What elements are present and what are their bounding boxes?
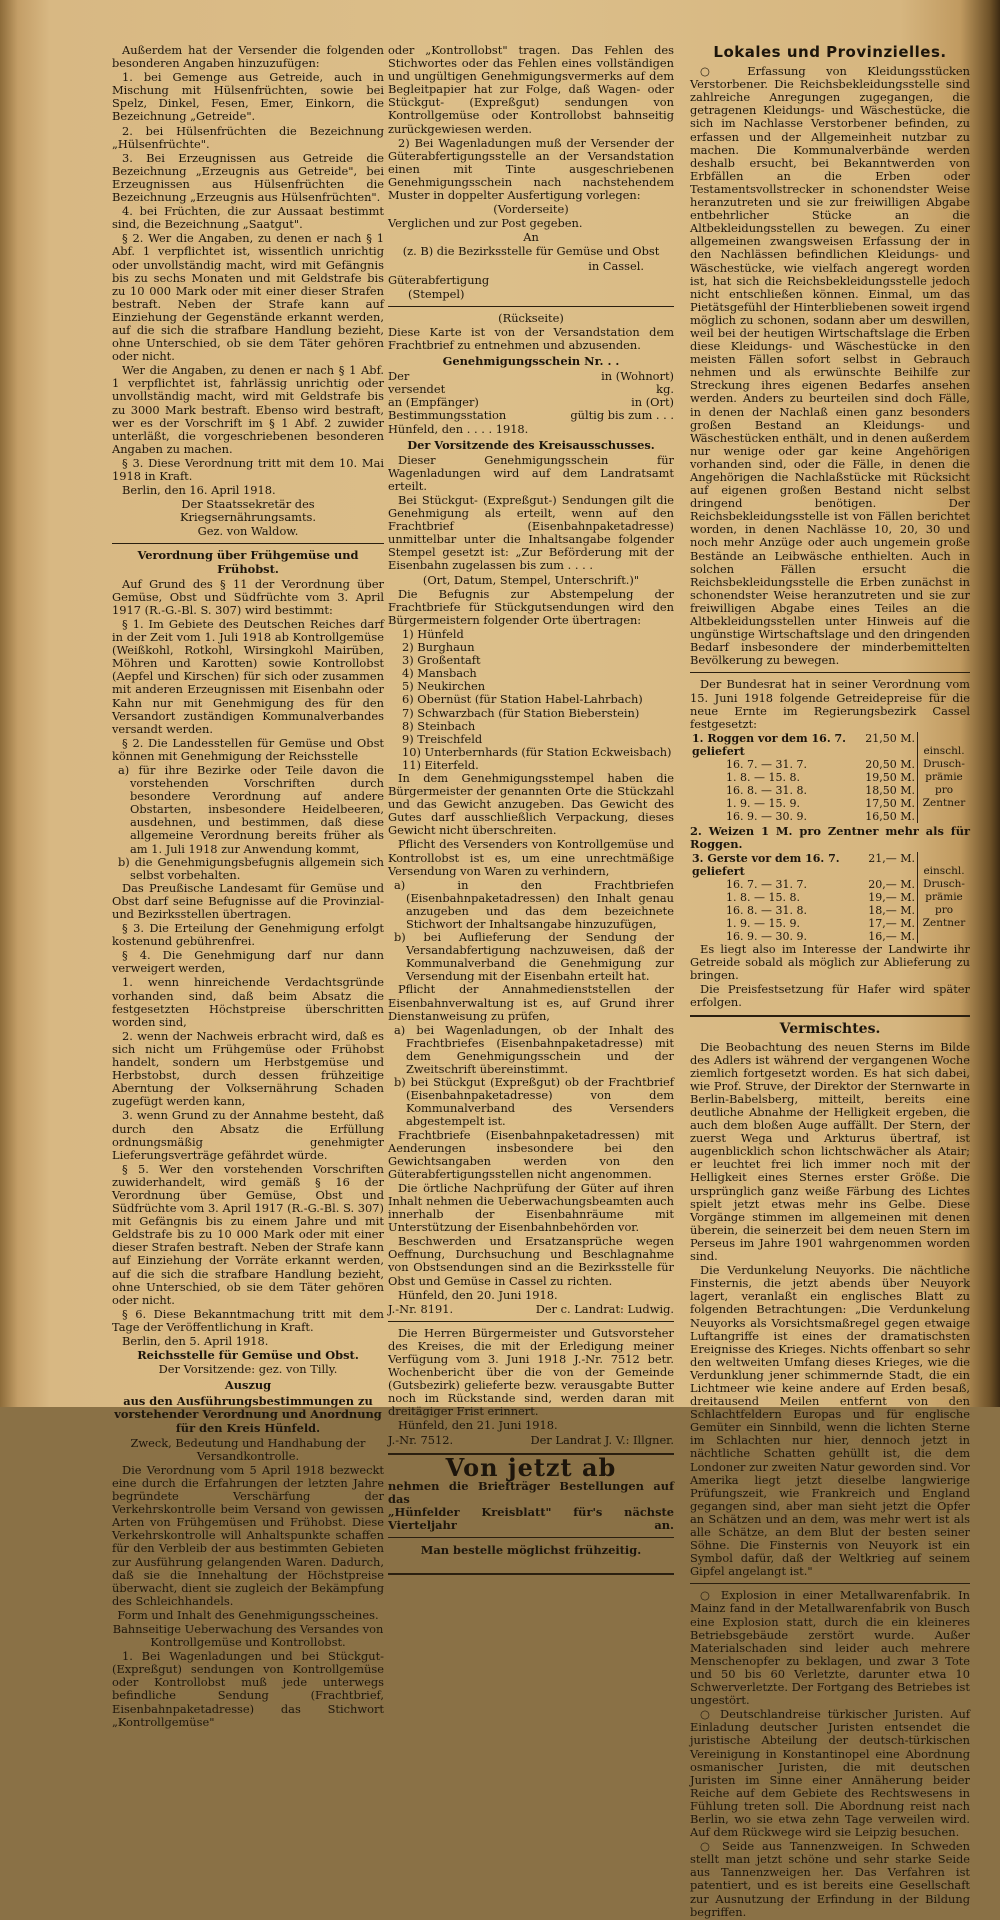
table-cell: 18,— M. xyxy=(868,903,915,917)
signature: Der Staatssekretär des Kriegsernährungsamts. xyxy=(179,497,316,525)
text-paragraph: In dem Genehmigungsstempel haben die Bürgermeister der genannten Orte die Stückzahl und das Gewicht anzugeben. Das Gewicht des Gutes darf ausschließlich Verpackung, dieses Gewicht nicht überschreiten. xyxy=(388,770,674,838)
divider xyxy=(388,1537,674,1538)
text-paragraph: § 5. Wer den vorstehenden Vorschriften zuwiderhandelt, wird gemäß § 16 der Verordnung über Gemüse, Obst und Südfrüchte vom 3. April 1917 (R.-G.-Bl. S. 307) mit Gefängnis bis zu einem Jahre und mit Geldstrafe bis zu 10 000 Mark oder mit einer dieser Strafen bestraft. Neben der Strafe kann auf Einziehung der Vorräte erkannt werden, auf die sich die strafbare Handlung bezieht, ohne Unterschied, ob sie dem Täter gehören oder nicht. xyxy=(112,1161,384,1307)
table-cell: 16. 8. — 31. 8. xyxy=(726,783,807,797)
text-paragraph: Pflicht des Versenders von Kontrollgemüse und Kontrollobst ist es, um eine unrechtmäßige Versendung von Waren zu verhindern, xyxy=(388,837,674,878)
list-item: 2. bei Hülsenfrüchten die Bezeichnung „Hülsenfrüchte". xyxy=(112,123,384,151)
list-item: 1) Hünfeld xyxy=(402,626,464,641)
list-item: a) für ihre Bezirke oder Teile davon die vorstehenden Vorschriften durch besondere Verordnung auf andere Obstarten, insbesondere Heidelbeeren, ausdehnen, und bestimmen, daß diese allgemeine Verordnung bereits früher als am 1. Juli 1918 zur Anwendung kommt, xyxy=(118,762,384,856)
divider xyxy=(388,1321,674,1322)
list-item: 1. wenn hinreichende Verdachtsgründe vorhanden sind, daß beim Absatz die festgesetzten Höchstpreise überschritten worden sind, xyxy=(112,975,384,1029)
list-item: 9) Treischfeld xyxy=(402,731,483,746)
list-item: b) die Genehmigungsbefugnis allgemein sich selbst vorbehalten. xyxy=(118,854,384,882)
table-cell: 1. 9. — 15. 9. xyxy=(726,796,800,810)
text-paragraph: Diese Karte ist von der Versandstation dem Frachtbrief zu entnehmen und abzusenden. xyxy=(388,324,674,352)
table-cell: 1. 8. — 15. 8. xyxy=(726,890,800,904)
section-subheading: aus den Ausführungsbestimmungen zu vorstehender Verordnung und Anordnung für den Kreis Hünfeld. xyxy=(114,1394,382,1435)
list-item: 10) Unterbernhards (für Station Eckweisbach) xyxy=(402,744,672,759)
list-item: 7) Schwarzbach (für Station Bieberstein) xyxy=(402,705,640,720)
notice-line: nehmen die Briefträger Bestellungen auf das xyxy=(388,1478,674,1506)
subscription-notice xyxy=(388,1453,674,1575)
column-right xyxy=(690,44,970,1920)
form-line: (z. B) die Bezirksstelle für Gemüse und Obst xyxy=(402,244,660,259)
table-cell: 20,50 M. xyxy=(865,757,915,771)
text-paragraph: § 1. Im Gebiete des Deutschen Reiches darf in der Zeit vom 1. Juli 1918 ab Kontrollgemüse (Weißkohl, Rotkohl, Wirsingkohl Mairüben, Möhren und Karotten) sowie Kontrollobst (Aepfel und Kirschen) für sich oder zusammen mit anderen Erzeugnissen mit Eisenbahn oder Kahn nur mit Genehmigung des für den Versandort zuständigen Kommunalverbandes versandt werden. xyxy=(112,616,384,736)
list-item: 8) Steinbach xyxy=(402,718,476,733)
signature: Der Vorsitzende: gez. von Tilly. xyxy=(158,1362,338,1377)
table-cell: 1. Roggen vor dem 16. 7. geliefert xyxy=(692,731,846,758)
divider xyxy=(690,1015,970,1017)
article-paragraph: ○ Deutschlandreise türkischer Juristen. Auf Einladung deutscher Juristen entsendet die juristische Abteilung der deutsch-türkischen Vereinigung in Konstantinopel eine Abordnung osmanischer Juristen, die mit deutschen Juristen im Sinne einer Annäherung beider Reiche auf dem Gebiete des Rechtswesens in Fühlung treten soll. Die Abordnung reist nach Berlin, wo sie etwa zehn Tage verweilen wird. Auf dem Rückwege wird sie Leipzig besuchen. xyxy=(690,1707,970,1840)
text-paragraph: Pflicht der Annahmedienststellen der Eisenbahnverwaltung ist es, auf Grund ihrer Dienstanweisung zu prüfen, xyxy=(388,982,674,1023)
table-row xyxy=(690,732,970,758)
table-cell: 17,— M. xyxy=(868,916,915,930)
table-cell: 19,50 M. xyxy=(865,770,915,784)
signature: Gez. von Waldow. xyxy=(197,524,299,539)
form-label: (Vorderseite) xyxy=(493,202,569,217)
divider xyxy=(112,543,384,544)
text-paragraph: Die Herren Bürgermeister und Gutsvorsteher des Kreises, die mit der Erledigung meiner Verfügung vom 3. Juni 1918 J.-Nr. 7512 betr. Wochenbericht über die von der Gemeinde (Gutsbezirk) gelieferte bezw. verausgabte Butter noch im Rückstande sind, werden daran mit dreitägiger Frist erinnert. xyxy=(388,1325,674,1419)
price-table-gerste xyxy=(690,852,970,943)
place-date: Berlin, den 16. April 1918. xyxy=(122,483,276,498)
text-paragraph: Frachtbriefe (Eisenbahnpaketadressen) mit Aenderungen insbesondere bei den Gewichtsangaben werden von den Güterabfertigungsstellen nicht angenommen. xyxy=(388,1127,674,1181)
list-item: 3. wenn Grund zu der Annahme besteht, daß durch den Absatz die Erfüllung ordnungsmäßig genehmigter Lieferungsverträge gefährdet würde. xyxy=(112,1108,384,1162)
form-label: (Rückseite) xyxy=(498,310,564,325)
table-cell: 17,50 M. xyxy=(865,796,915,810)
list-item: 1. bei Gemenge aus Getreide, auch in Mischung mit Hülsenfrüchten, sowie bei Spelz, Dinkel, Fesen, Emer, Einkorn, die Bezeichnung „Getreide". xyxy=(112,70,384,124)
section-heading: Auszug xyxy=(224,1378,272,1393)
place-date: Hünfeld, den 20. Juni 1918. xyxy=(398,1287,558,1302)
text-paragraph: Bei Stückgut- (Expreßgut-) Sendungen gilt die Genehmigung als erteilt, wenn auf den Frachtbrief (Eisenbahnpaketadresse) unmittelbar unter die Inhaltsangabe folgender Stempel gesetzt ist: „Zur Beförderung mit der Eisenbahn zugelassen bis zum . . . . xyxy=(388,493,674,573)
list-item: a) bei Wagenladungen, ob der Inhalt des Frachtbriefes (Eisenbahnpaketadresse) mit dem Genehmigungsschein und der Zweitschrift übereinstimmt. xyxy=(394,1022,674,1077)
form-line: in Cassel. xyxy=(588,258,644,273)
text-paragraph: § 6. Diese Bekanntmachung tritt mit dem Tage der Veröffentlichung in Kraft. xyxy=(112,1306,384,1334)
form-field-label: in (Wohnort) xyxy=(601,369,674,384)
notice-footer: Man bestelle möglichst frühzeitig. xyxy=(420,1543,642,1558)
text-paragraph: Die örtliche Nachprüfung der Güter auf ihren Inhalt nehmen die Ueberwachungsbeamten auch innerhalb der Eisenbahnräume mit Unterstützung der Eisenbahnbehörden vor. xyxy=(388,1180,674,1235)
table-row xyxy=(690,852,970,878)
form-field-label: in (Ort) xyxy=(631,395,674,410)
divider xyxy=(388,306,674,307)
form-signature: Der Vorsitzende des Kreisausschusses. xyxy=(407,437,655,452)
article-paragraph: ○ Seide aus Tannenzweigen. In Schweden stellt man jetzt schöne und sehr starke Seide aus Tannenzweigen her. Das Verfahren ist patentiert, und es ist bereits eine Gesellschaft zur Ausnutzung der Erfindung in der Bildung begriffen. xyxy=(690,1839,970,1919)
brace-note: einschl. Drusch-prämie pro Zentner xyxy=(918,852,971,943)
text-paragraph: oder „Kontrollobst" tragen. Das Fehlen des Stichwortes oder das Fehlen eines vollständigen und ungültigen Genehmigungsvermerks auf dem Begleitpapier hat zur Folge, daß Wagen- oder Stückgut- (Expreßgut) sendungen von Kontrollgemüse oder Kontrollobst bahnseitig zurückgewiesen werden. xyxy=(388,43,674,136)
form-field-label: versendet xyxy=(388,382,446,397)
text-paragraph: § 3. Diese Verordnung tritt mit dem 10. Mai 1918 in Kraft. xyxy=(112,455,384,483)
text-paragraph: Auf Grund des § 11 der Verordnung über Gemüse, Obst und Südfrüchte vom 3. April 1917 (R.-G.-Bl. S. 307) wird bestimmt: xyxy=(112,576,384,617)
notice-title: Von jetzt ab xyxy=(445,1452,617,1482)
table-cell: 20,— M. xyxy=(868,877,915,891)
table-cell: 16. 9. — 30. 9. xyxy=(726,929,807,943)
text-paragraph: Beschwerden und Ersatzansprüche wegen Oeffnung, Durchsuchung und Beschlagnahme von Obstsendungen sind an die Bezirksstelle für Obst und Gemüse in Cassel zu richten. xyxy=(388,1234,674,1288)
form-line: Verglichen und zur Post gegeben. xyxy=(388,216,583,231)
notice-line: „Hünfelder Kreisblatt" für's nächste Vierteljahr an. xyxy=(388,1504,674,1533)
list-item: 3. Bei Erzeugnissen aus Getreide die Bezeichnung „Erzeugnis aus Getreide", bei Erzeugnissen aus Hülsenfrüchten die Bezeichnung „Erzeugnis aus Hülsenfrüchten". xyxy=(112,150,384,205)
form-line: An xyxy=(523,230,539,245)
article-paragraph: ○ Explosion in einer Metallwarenfabrik. In Mainz fand in der Metallwarenfabrik von Busch eine Explosion statt, durch die ein kleineres Betriebsgebäude zerstört wurde. Außer Materialschaden sind leider auch mehrere Menschenopfer zu beklagen, und zwar 3 Tote und 50 bis 60 Verletzte, darunter etwa 10 Schwerverletzte. Der Fortgang des Betriebes ist ungestört. xyxy=(690,1588,970,1708)
text-paragraph: 2. Weizen 1 M. pro Zentner mehr als für Roggen. xyxy=(690,823,970,851)
table-cell: 16. 8. — 31. 8. xyxy=(726,903,807,917)
section-heading: Vermischtes. xyxy=(779,1021,881,1038)
table-cell: 1. 8. — 15. 8. xyxy=(726,770,800,784)
form-line: Güterabfertigung xyxy=(388,272,490,287)
signature: Der c. Landrat: Ludwig. xyxy=(535,1301,674,1316)
form-field-label: an (Empfänger) xyxy=(388,395,479,410)
form-line: (Stempel) xyxy=(408,286,465,301)
list-item: 2. wenn der Nachweis erbracht wird, daß es sich nicht um Frühgemüse oder Frühobst handelt, sondern um Herbstgemüse und Herbstobst, durch dessen frühzeitige Aberntung der Volksernährung Schaden zugefügt werden kann, xyxy=(112,1028,384,1109)
text-paragraph: § 2. Wer die Angaben, zu denen er nach § 1 Abf. 1 verpflichtet ist, wissentlich unrichtig oder unvollständig macht, wird mit Gefängnis bis zu sechs Monaten und mit Geldstrafe bis zu 10 000 Mark oder mit einer dieser Strafen bestraft. Neben der Strafe kann auf Einziehung der Gegenstände erkannt werden, auf die sich die strafbare Handlung bezieht, ohne Unterschied, ob sie dem Täter gehören oder nicht. xyxy=(112,231,384,364)
text-paragraph: Der Bundesrat hat in seiner Verordnung vom 15. Juni 1918 folgende Getreidepreise für die neue Ernte im Regierungsbezirk Cassel festgesetzt: xyxy=(690,677,970,731)
table-cell: 21,— M. xyxy=(868,851,915,865)
reference-number: J.-Nr. 8191. xyxy=(388,1301,454,1316)
brace-note: einschl. Drusch-prämie pro Zentner xyxy=(918,732,971,823)
list-item: a) in den Frachtbriefen (Eisenbahnpaketadressen) den Inhalt genau anzugeben und das dem bezeichnete Stichwort der Inhaltsangabe hinzuzufügen, xyxy=(394,877,674,931)
text-heading: Form und Inhalt des Genehmigungsscheines. xyxy=(117,1607,379,1622)
table-cell: 16. 9. — 30. 9. xyxy=(726,809,807,823)
table-cell: 21,50 M. xyxy=(865,731,915,745)
text-paragraph: Wer die Angaben, zu denen er nach § 1 Abf. 1 verpflichtet ist, fahrlässig unrichtig oder unvollständig macht, wird mit Geldstrafe bis zu 3000 Mark bestraft. Ebenso wird bestraft, wer es der Vorschrift im § 1 Abf. 2 zuwider unterläßt, die vorgeschriebenen besonderen Angaben zu machen. xyxy=(112,363,384,456)
text-paragraph: Die Befugnis zur Abstempelung der Frachtbriefe für Stückgutsendungen wird den Bürgermeistern folgender Orte übertragen: xyxy=(388,586,674,627)
text-heading: Zweck, Bedeutung und Handhabung der Versandkontrolle. xyxy=(130,1435,366,1463)
list-item: 6) Obernüst (für Station Habel-Lahrbach) xyxy=(402,692,643,707)
text-paragraph: Die Preisfestsetzung für Hafer wird später erfolgen. xyxy=(690,982,970,1010)
list-item: b) bei Auflieferung der Sendung der Versandabfertigung nachzuweisen, daß der Kommunalverband die Genehmigung zur Versendung mit der Eisenbahn erteilt hat. xyxy=(394,930,674,984)
article-paragraph: Die Verdunkelung Neuyorks. Die nächtliche Finsternis, die jetzt abends über Neuyork lagert, veranlaßt ein englisches Blatt zu folgenden Betrachtungen: „Die Verdunkelung Neuyorks als Vorsichtsmaßregel gegen etwaige Luftangriffe ist eines der dramatischsten Ereignisse des Krieges. Nichts offenbart so sehr den weltweiten Umfang dieses Krieges, wie die Verdunklung jener schimmernde Stadt, die ein Lichtmeer wie keine andere auf Erden besaß, dreitausend Meilen entfernt von den Schlachtfeldern Europas und für englische Gemüter ein Sinnbild, wenn die lichten Sterne im Schlachten nur hier, dennoch jetzt in nächtliche Schatten gehüllt ist, die dem Londoner zur zweiten Natur geworden sind. Vor Amerika liegt jetzt dieselbe langwierige Prüfungszeit, wie Frankreich und England gegangen sind, aber man sieht jetzt die Opfer an Schätzen und an dem, was mehr wert ist als alle Schätze, an dem Blut der besten seiner Söhne. Die Finsternis von Neuyork ist ein Symbol dafür, daß der Weltkrieg auf seinem Gipfel angelangt ist." xyxy=(690,1263,970,1579)
signature-row xyxy=(388,1434,674,1447)
signature-row xyxy=(388,1303,674,1316)
text-paragraph: § 3. Die Erteilung der Genehmigung erfolgt kostenund gebührenfrei. xyxy=(112,921,384,949)
place-date: Berlin, den 5. April 1918. xyxy=(122,1334,269,1348)
list-item: 4) Mansbach xyxy=(402,666,477,681)
list-item: 2) Burghaun xyxy=(402,640,475,655)
form-field-label: gültig bis zum . . . xyxy=(570,408,674,423)
column-left xyxy=(112,44,384,1730)
section-heading: Lokales und Provinzielles. xyxy=(713,43,947,61)
form-heading: Genehmigungsschein Nr. . . xyxy=(442,354,620,369)
text-paragraph: 2) Bei Wagenladungen muß der Versender der Güterabfertigungsstelle an der Versandstation einen mit Tinte ausgeschriebenen Genehmigungsschein nach nachstehendem Muster in doppelter Ausfertigung vorlegen: xyxy=(388,135,674,203)
text-paragraph: § 2. Die Landesstellen für Gemüse und Obst können mit Genehmigung der Reichsstelle xyxy=(112,735,384,763)
divider xyxy=(690,672,970,673)
text-heading: Bahnseitige Ueberwachung des Versandes von Kontrollgemüse und Kontrollobst. xyxy=(112,1621,384,1650)
signature: Der Landrat J. V.: Illgner. xyxy=(530,1432,674,1447)
text-paragraph: Dieser Genehmigungsschein für Wagenladungen wird auf dem Landratsamt erteilt. xyxy=(388,452,674,493)
form-field-label: Der xyxy=(388,369,410,384)
reference-number: J.-Nr. 7512. xyxy=(388,1432,454,1447)
text-paragraph: 1. Bei Wagenladungen und bei Stückgut- (Expreßgut) sendungen von Kontrollgemüse oder Kontrollobst muß jede unterwegs befindliche Sendung (Frachtbrief, Eisenbahnpaketadresse) das Stichwort „Kontrollgemüse" xyxy=(112,1649,384,1729)
form-field-label: kg. xyxy=(656,382,674,397)
article-paragraph: Die Beobachtung des neuen Sterns im Bilde des Adlers ist während der vergangenen Woche ziemlich fortgesetzt worden. Es hat sich dabei, wie Prof. Struve, der Direktor der Sternwarte in Berlin-Babelsberg, mitteilt, bereits eine deutliche Abnahme der Helligkeit ergeben, die auch dem bloßen Auge auffällt. Der Stern, der zuerst Wega und Arkturus übertraf, ist augenblicklich schon lichtschwächer als Atair; er leuchtet frei lich immer noch mit der Helligkeit eines Sternes erster Größe. Die ursprünglich ganz weiße Färbung des Lichtes spielt jetzt etwas mehr ins Gelbe. Diese Vorgänge stimmen im allgemeinen mit denen überein, die seinerzeit bei dem neuen Stern im Perseus im Jahre 1901 wahrgenommen worden sind. xyxy=(690,1039,970,1264)
text-paragraph: Die Verordnung vom 5 April 1918 bezweckt eine durch die Erfahrungen der letzten Jahre begründete Verschärfung der Verkehrskontrolle beim Versand von gewissen Arten von Frühgemüsen und Frühobst. Diese Verkehrskontrolle will Anhaltspunkte schaffen für den Verbleib der aus bestimmten Gebieten zur Ausführung gelangenden Waren. Dadurch, daß sie die Innehaltung der Höchstpreise überwacht, dient sie zugleich der Bekämpfung des Schleichhandels. xyxy=(112,1462,384,1608)
article-paragraph: ○ Erfassung von Kleidungsstücken Verstorbener. Die Reichsbekleidungsstelle sind zahlreiche Anregungen zugegangen, die getragenen Kleidungs- und Wäschestücke, die sich im Nachlasse Verstorbener befinden, zu erfassen und der Allgemeinheit nutzbar zu machen. Die Kommunalverbände werden deshalb ersucht, bei Bekanntwerden von Erbfällen an die Erben oder Testamentsvollstrecker in schonendster Weise heranzutreten und sie zur freiwilligen Abgabe entbehrlicher Stücke an die Altbekleidungsstellen zu bewegen. Zu einer allgemeinen zwangsweisen Erfassung der in den Nachlässen befindlichen Kleidungs- und Wäschestücke, wie vielfach angeregt worden ist, hat sich die Reichsbekleidungsstelle jedoch nicht entschließen können. Einmal, um das Pietätsgefühl der Hinterbliebenen soweit irgend möglich zu schonen, sodann aber um deswillen, weil bei der heutigen Wirtschaftslage die Erben diese Kleidungs- und Wäschestücke in den meisten Fällen sofort selbst in Gebrauch nehmen und als erwünschte Beihilfe zur Streckung ihres eigenen Bedarfes ansehen werden. Anders zu beurteilen sind doch Fälle, in denen der Nachlaß einen ganz besonders großen Bestand an Kleidungs- und Wäschestücken enthält, und in denen außerdem nur wenige oder gar keine Angehörigen vorhanden sind, oder die Fälle, in denen die Angehörigen die Nachlaßstücke mit Rücksicht auf eigenen großen Bestand nicht selbst dringend benötigen. Der Reichsbekleidungsstelle ist von Fällen berichtet worden, in denen Nachlässe 10, 20, 30 und noch mehr Anzüge oder auch ungemein große Bestände an Leibwäsche enthielten. Auch in solchen Fällen ersucht die Reichsbekleidungsstelle die Erben zunächst in schonendster Weise heranzutreten und sie zur freiwilligen Abgabe eines Teiles an die Altbekleidungsstellen unter Hinweis auf die ungünstige Wirtschaftslage und den dringenden Bedarf insbesondere der minderbemittelten Bevölkerung zu bewegen. xyxy=(690,64,970,668)
price-table-roggen xyxy=(690,732,970,823)
signature: Reichsstelle für Gemüse und Obst. xyxy=(137,1348,359,1363)
table-cell: 16. 7. — 31. 7. xyxy=(726,877,807,891)
table-cell: 16,50 M. xyxy=(865,809,915,823)
text-paragraph: Es liegt also im Interesse der Landwirte ihr Getreide sobald als möglich zur Ablieferung zu bringen. xyxy=(690,941,970,983)
divider xyxy=(690,1583,970,1584)
text-paragraph: Das Preußische Landesamt für Gemüse und Obst darf seine Befugnisse auf die Provinzial- und Bezirksstellen übertragen. xyxy=(112,880,384,921)
list-item: 3) Großentaft xyxy=(402,653,481,668)
article-heading: Verordnung über Frühgemüse und Frühobst. xyxy=(137,548,359,576)
table-cell: 19,— M. xyxy=(868,890,915,904)
list-item: 4. bei Früchten, die zur Aussaat bestimmt sind, die Bezeichnung „Saatgut". xyxy=(112,204,384,232)
table-cell: 16,— M. xyxy=(868,929,915,943)
text-paragraph: § 4. Die Genehmigung darf nur dann verweigert werden, xyxy=(112,948,384,976)
form-field-label: Bestimmungsstation xyxy=(388,408,507,423)
list-item: 11) Eiterfeld. xyxy=(402,757,479,772)
table-cell: 3. Gerste vor dem 16. 7. geliefert xyxy=(692,851,840,878)
table-cell: 1. 9. — 15. 9. xyxy=(726,916,800,930)
table-cell: 18,50 M. xyxy=(865,783,915,797)
list-item: b) bei Stückgut (Expreßgut) ob der Frachtbrief (Eisenbahnpaketadresse) von dem Kommunalverband des Versenders abgestempelt ist. xyxy=(394,1075,674,1129)
list-item: 5) Neukirchen xyxy=(402,679,486,694)
form-line: Hünfeld, den . . . . 1918. xyxy=(388,421,529,436)
form-row xyxy=(388,409,674,422)
text-paragraph: (Ort, Datum, Stempel, Unterschrift.)" xyxy=(422,572,640,587)
column-middle xyxy=(388,44,674,1575)
place-date: Hünfeld, den 21. Juni 1918. xyxy=(398,1418,558,1433)
table-cell: 16. 7. — 31. 7. xyxy=(726,757,807,771)
text-paragraph: Außerdem hat der Versender die folgenden besonderen Angaben hinzuzufügen: xyxy=(112,43,384,71)
